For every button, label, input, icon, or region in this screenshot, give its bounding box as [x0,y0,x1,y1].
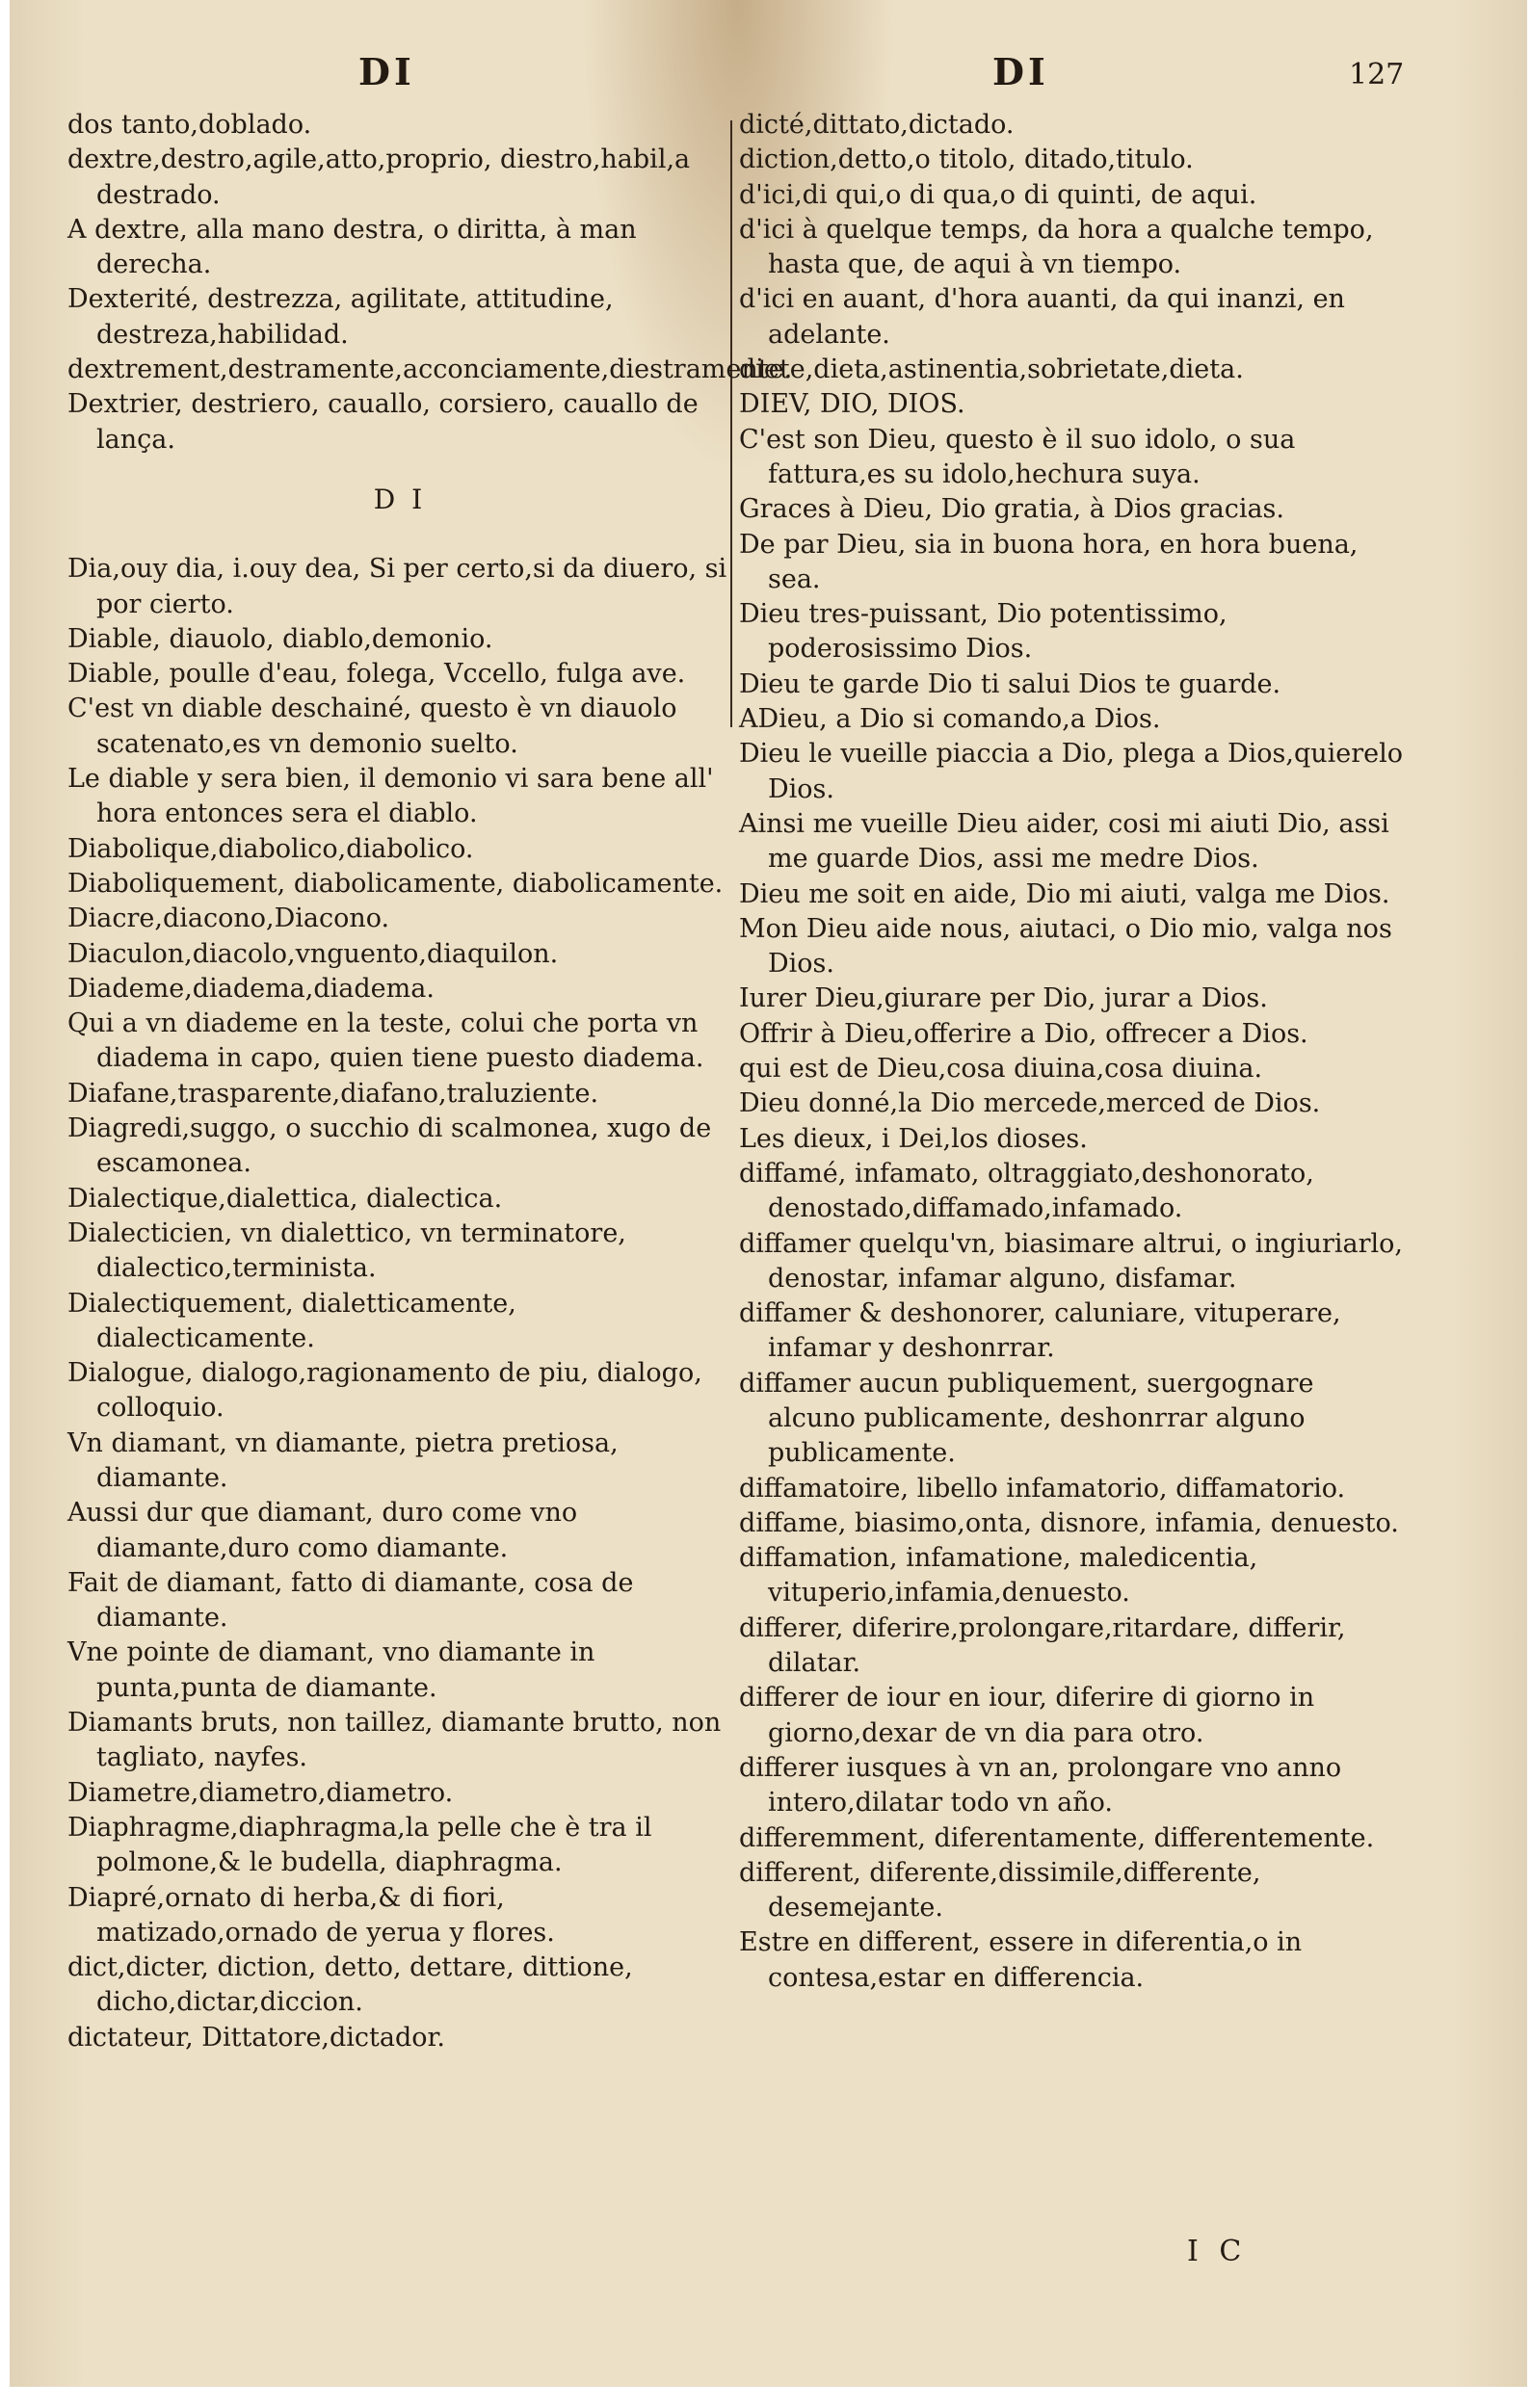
dictionary-entry: qui est de Dieu,cosa diuina,cosa diuina. [739,1054,1263,1085]
dictionary-entry: dict,dicter, diction, detto, dettare, dittione, dicho,dictar,diccion. [67,1952,633,2018]
dictionary-entry: differer de iour en iour, diferire di giorno in giorno,dexar de vn dia para otro. [739,1683,1315,1748]
dictionary-entry: differemment, diferentamente, differentemente. [739,1822,1375,1853]
dictionary-entry: diete,dieta,astinentia,sobrietate,dieta. [739,354,1244,385]
dictionary-entry: Dialectiquement, dialetticamente, dialecticamente. [67,1288,516,1353]
dictionary-entry: Diademe,diadema,diadema. [67,973,435,1004]
dictionary-entry: Qui a vn diademe en la teste, colui che porta vn diadema in capo, quien tiene puesto diadema. [67,1008,704,1074]
dictionary-entry: Diabolique,diabolico,diabolico. [67,833,474,864]
dictionary-entry: Estre en different, essere in diferentia,o in contesa,estar en differencia. [739,1927,1303,1993]
dictionary-entry: Dia,ouy dia, i.ouy dea, Si per certo,si da diuero, si por cierto. [67,554,727,619]
dictionary-entry: differer, diferire,prolongare,ritardare, differir, dilatar. [739,1612,1346,1679]
page-number: 127 [1349,58,1405,92]
dictionary-entry: Offrir à Dieu,offerire a Dio, offrecer a Dios. [739,1018,1308,1049]
dictionary-entry: Mon Dieu aide nous, aiutaci, o Dio mio, valga nos Dios. [739,913,1392,980]
right-column [739,108,1404,1996]
dictionary-entry: diffamé, infamato, oltraggiato,deshonorato, denostado,diffamado,infamado. [739,1158,1314,1224]
catchword: I C [1187,2235,1248,2268]
dictionary-entry: diffame, biasimo,onta, disnore, infamia, denuesto. [739,1507,1399,1538]
dictionary-entry: different, diferente,dissimile,differente, desemejante. [739,1857,1261,1924]
dictionary-entry: Vn diamant, vn diamante, pietra pretiosa, diamante. [67,1427,619,1493]
dictionary-entry: Diamants bruts, non taillez, diamante brutto, non tagliato, nayfes. [67,1708,722,1773]
dictionary-entry: De par Dieu, sia in buona hora, en hora buena, sea. [739,529,1359,594]
dictionary-entry: dextre,destro,agile,atto,proprio, diestro,habil,a destrado. [67,144,691,210]
dictionary-entry: Iurer Dieu,giurare per Dio, jurar a Dios. [739,983,1268,1014]
dictionary-entry: C'est vn diable deschainé, questo è vn diauolo scatenato,es vn demonio suelto. [67,694,677,759]
dictionary-entry: differer iusques à vn an, prolongare vno anno intero,dilatar todo vn año. [739,1752,1342,1819]
dictionary-entry: Diapré,ornato di herba,& di fiori, matizado,ornado de yerua y flores. [67,1882,555,1948]
dictionary-entry: Diametre,diametro,diametro. [67,1777,454,1808]
dictionary-entry: d'ici à quelque temps, da hora a qualche tempo, hasta que, de aqui à vn tiempo. [739,214,1374,280]
dictionary-entry: dos tanto,doblado. [67,110,312,140]
dictionary-entry: Diaphragme,diaphragma,la pelle che è tra il polmone,& le budella, diaphragma. [67,1812,652,1878]
dictionary-entry: diffamer quelqu'vn, biasimare altrui, o ingiuriarlo, denostar, infamar alguno, disfamar. [739,1228,1404,1294]
dictionary-entry: Dieu me soit en aide, Dio mi aiuti, valga me Dios. [739,878,1390,909]
dictionary-entry: diffamer & deshonorer, caluniare, vituperare, infamar y deshonrrar. [739,1298,1341,1364]
dictionary-entry: ADieu, a Dio si comando,a Dios. [739,704,1161,735]
dictionary-entry: Diaboliquement, diabolicamente, diabolicamente. [67,868,724,899]
dictionary-entry: dextrement,destramente,acconciamente,diestramente. [67,354,793,385]
dictionary-entry: Dexterité, destrezza, agilitate, attitudine, destreza,habilidad. [67,284,614,350]
dictionary-entry: Dialogue, dialogo,ragionamento de piu, dialogo, colloquio. [67,1358,702,1424]
dictionary-entry: Diafane,trasparente,diafano,traluziente. [67,1078,599,1109]
dictionary-entry: diffamatoire, libello infamatorio, diffamatorio. [739,1473,1346,1504]
dictionary-entry: Ainsi me vueille Dieu aider, cosi mi aiuti Dio, assi me guarde Dios, assi me medre Dios. [739,808,1389,875]
dictionary-entry: Aussi dur que diamant, duro come vno diamante,duro como diamante. [67,1498,578,1563]
dictionary-entry: Le diable y sera bien, il demonio vi sara bene all' hora entonces sera el diablo. [67,764,714,829]
dictionary-entry: Dieu te garde Dio ti salui Dios te guarde. [739,668,1281,699]
dictionary-entry: Dialecticien, vn dialettico, vn terminatore, dialectico,terminista. [67,1217,626,1284]
left-column [67,108,793,2055]
dictionary-entry: C'est son Dieu, questo è il suo idolo, o sua fattura,es su idolo,hechura suya. [739,424,1296,489]
dictionary-entry: Diable, poulle d'eau, folega, Vccello, fulga ave. [67,659,686,690]
right-entries [739,108,1404,1996]
dictionary-page [10,0,1527,2387]
dictionary-entry: Vne pointe de diamant, vno diamante in punta,punta de diamante. [67,1637,595,1703]
dictionary-entry: Diacre,diacono,Diacono. [67,903,390,934]
dictionary-entry: Diaculon,diacolo,vnguento,diaquilon. [67,938,559,969]
running-head-right: DI [992,50,1049,93]
section-label: D I [373,483,427,515]
dictionary-entry: diffamer aucun publiquement, suergognare alcuno publicamente, deshonrrar alguno publicamente. [739,1368,1314,1469]
dictionary-entry: Dieu tres-puissant, Dio potentissimo, poderosissimo Dios. [739,599,1227,665]
dictionary-entry: Graces à Dieu, Dio gratia, à Dios gracias. [739,494,1284,525]
dictionary-entry: dicté,dittato,dictado. [739,110,1015,140]
dictionary-entry: Dialectique,dialettica, dialectica. [67,1183,503,1214]
dictionary-entry: diffamation, infamatione, maledicentia, vituperio,infamia,denuesto. [739,1543,1258,1609]
running-head-left: DI [358,50,415,93]
dictionary-entry: Diable, diauolo, diablo,demonio. [67,623,493,654]
dictionary-entry: DIEV, DIO, DIOS. [739,389,965,420]
dictionary-entry: Diagredi,suggo, o succhio di scalmonea, xugo de escamonea. [67,1113,712,1179]
dictionary-entry: Dieu le vueille piaccia a Dio, plega a Dios,quierelo Dios. [739,739,1404,804]
dictionary-entry: d'ici,di qui,o di qua,o di quinti, de aqui. [739,179,1257,210]
dictionary-entry: Dextrier, destriero, cauallo, corsiero, cauallo de lança. [67,389,699,455]
dictionary-entry: A dextre, alla mano destra, o diritta, à man derecha. [67,214,637,280]
dictionary-entry: d'ici en auant, d'hora auanti, da qui inanzi, en adelante. [739,284,1345,350]
left-top-entries [67,108,793,458]
dictionary-entry: Les dieux, i Dei,los dioses. [739,1123,1088,1154]
dictionary-entry: Dieu donné,la Dio mercede,merced de Dios. [739,1088,1321,1119]
left-main-entries [67,552,732,2055]
dictionary-entry: dictateur, Dittatore,dictador. [67,2022,446,2053]
dictionary-entry: diction,detto,o titolo, ditado,titulo. [739,144,1194,175]
dictionary-entry: Fait de diamant, fatto di diamante, cosa de diamante. [67,1567,634,1634]
